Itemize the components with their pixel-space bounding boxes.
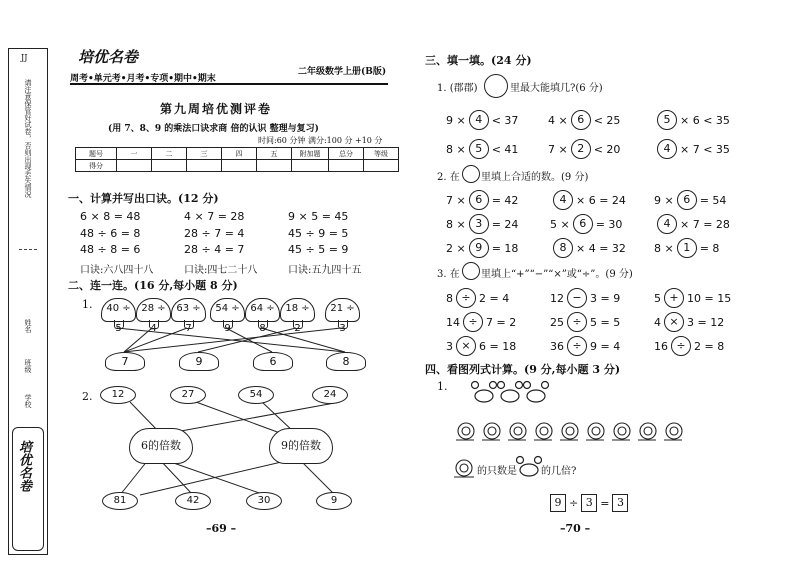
equation-text: < 37 <box>491 113 519 127</box>
equation-item <box>654 312 724 332</box>
question-number: 1. <box>437 380 448 393</box>
calc-item: 45 ÷ 9 = 5 <box>288 227 349 240</box>
pot-multiple-of-6: 6的倍数 <box>129 428 193 464</box>
exam-meta: 时间:60 分钟 满分:100 分 +10 分 <box>258 136 383 145</box>
turtle-card: 6 <box>253 352 293 371</box>
equation-text: 36 <box>550 339 564 353</box>
answer-circle[interactable]: 8 <box>553 238 573 258</box>
equation-text: × 6 < 35 <box>680 113 730 127</box>
equation-text: 5 = 5 <box>590 315 621 329</box>
page-number-left: –69 – <box>206 522 237 535</box>
page-subtitle: (用 7、8、9 的乘法口诀求商 倍的认识 整理与复习) <box>108 124 319 134</box>
rhyme-answer: 口诀:六八四十八 <box>80 265 154 276</box>
equation-text: = 24 <box>491 217 519 231</box>
equation-text: × 7 = 28 <box>680 217 730 231</box>
sidebar-class-label: 班级 <box>24 359 32 373</box>
fish-card: 24 <box>312 386 348 404</box>
equation-text: = 30 <box>595 217 623 231</box>
mushroom-card: 54 ÷ 9 <box>210 298 245 322</box>
answer-circle[interactable]: 2 <box>571 139 591 159</box>
equation-text: 14 <box>446 315 460 329</box>
calc-item: 4 × 7 = 28 <box>184 210 245 223</box>
fish-card: 27 <box>170 386 206 404</box>
score-header: 五 <box>257 148 292 160</box>
equation-text: 8 <box>446 291 453 305</box>
equation-text: 7 × <box>548 142 568 156</box>
page-title: 第九周培优测评卷 <box>160 102 273 116</box>
q3-label: 3. 在 <box>437 269 460 280</box>
operator-circle[interactable]: + <box>664 288 684 308</box>
answer-circle[interactable]: 6 <box>571 110 591 130</box>
equation-item <box>654 288 731 308</box>
equation-text: 5 × <box>550 217 570 231</box>
sidebar-note: 请注意保管好试卷，否则出现丢失情况 <box>24 79 32 198</box>
equation-item <box>446 110 518 130</box>
equation-item <box>654 238 719 258</box>
answer-operator: ÷ <box>569 496 579 510</box>
score-header: 四 <box>222 148 257 160</box>
section2-title: 二、连一连。(16 分,每小题 8 分) <box>68 279 238 292</box>
answer-circle[interactable]: 5 <box>657 110 677 130</box>
answer-circle[interactable]: 4 <box>469 110 489 130</box>
answer-circle[interactable]: 4 <box>657 139 677 159</box>
pot-multiple-of-9: 9的倍数 <box>269 428 333 464</box>
page-number-right: –70 – <box>560 522 591 535</box>
equation-item <box>446 312 516 332</box>
score-header: 一 <box>117 148 152 160</box>
equation-text: 3 = 9 <box>590 291 621 305</box>
score-header: 附加题 <box>292 148 329 160</box>
rhyme-answer: 口诀:五九四十五 <box>288 265 362 276</box>
equation-text: 8 × <box>446 142 466 156</box>
rhyme-answer: 口诀:四七二十八 <box>184 265 258 276</box>
sidebar-logo: 培优名卷 <box>16 440 31 492</box>
mushroom-card: 64 ÷ 8 <box>245 298 280 322</box>
turtle-card: 9 <box>179 352 219 371</box>
operator-circle[interactable]: ÷ <box>567 336 587 356</box>
equation-text: 2 = 4 <box>479 291 510 305</box>
operator-circle[interactable]: ÷ <box>456 288 476 308</box>
calc-item: 9 × 5 = 45 <box>288 210 349 223</box>
equation-text: 5 <box>654 291 661 305</box>
equation-text: 3 <box>446 339 453 353</box>
operator-circle[interactable]: ÷ <box>567 312 587 332</box>
crab-icon <box>516 455 542 479</box>
sidebar-school-label: 学校 <box>24 394 32 408</box>
fish-card: 54 <box>238 386 274 404</box>
score-header: 总分 <box>329 148 364 160</box>
turtle-card: 8 <box>326 352 366 371</box>
equation-item <box>654 336 724 356</box>
equation-item <box>446 336 516 356</box>
calc-item: 45 ÷ 5 = 9 <box>288 243 349 256</box>
answer-circle[interactable]: 6 <box>677 190 697 210</box>
equation-text: = 42 <box>491 193 519 207</box>
equation-text: < 20 <box>593 142 621 156</box>
equation-text: 7 × <box>446 193 466 207</box>
equation-text: = 18 <box>491 241 519 255</box>
calc-item: 28 ÷ 4 = 7 <box>184 243 245 256</box>
equation-item <box>550 312 620 332</box>
equation-item <box>446 139 518 159</box>
calc-item: 48 ÷ 6 = 8 <box>80 227 141 240</box>
snail-icon <box>452 456 476 480</box>
equation-text: 16 <box>654 339 668 353</box>
mushroom-card: 63 ÷ 7 <box>171 298 206 322</box>
equation-text: 7 = 2 <box>486 315 517 329</box>
answer-circle[interactable]: 3 <box>469 214 489 234</box>
grade-label: 二年级数学上册(B版) <box>298 67 387 77</box>
equation-text: 9 = 4 <box>590 339 621 353</box>
mushroom-card: 18 ÷ 2 <box>280 298 315 322</box>
equation-text: < 25 <box>593 113 621 127</box>
equation-item <box>550 288 620 308</box>
brand-logo: 培优名卷 <box>78 48 139 66</box>
equation-text: × 7 < 35 <box>680 142 730 156</box>
sidebar-name-label: 姓名 <box>24 319 32 333</box>
question-text-b: 的几倍? <box>541 466 577 477</box>
equation-text: 3 = 12 <box>687 315 725 329</box>
answer-operator: = <box>600 496 610 510</box>
equation-text: 25 <box>550 315 564 329</box>
equation-item <box>550 214 622 234</box>
answer-circle[interactable]: 4 <box>553 190 573 210</box>
calc-item: 6 × 8 = 48 <box>80 210 141 223</box>
equation-text: 8 × <box>654 241 674 255</box>
mushroom-card: 40 ÷ 5 <box>101 298 136 322</box>
fish-card: 81 <box>102 492 138 510</box>
snail-row-icon <box>452 418 692 444</box>
sidebar-code: JJ <box>21 53 28 62</box>
answer-box[interactable]: 9 <box>550 494 566 512</box>
equation-text: = 8 <box>699 241 720 255</box>
section3-title: 三、填一填。(24 分) <box>425 54 532 67</box>
answer-circle[interactable]: 6 <box>573 214 593 234</box>
answer-box[interactable]: 3 <box>581 494 597 512</box>
equation-item <box>654 190 726 210</box>
section1-title: 一、计算并写出口诀。(12 分) <box>68 192 219 205</box>
fish-card: 42 <box>175 492 211 510</box>
operator-circle[interactable]: ÷ <box>463 312 483 332</box>
equation-text: 2 = 8 <box>694 339 725 353</box>
operator-circle[interactable]: × <box>456 336 476 356</box>
exam-series: 周考•单元考•月考•专项•期中•期末 <box>70 74 216 84</box>
answer-circle[interactable]: 9 <box>469 238 489 258</box>
mushroom-card: 28 ÷ 4 <box>136 298 171 322</box>
equation-item <box>550 336 620 356</box>
crab-group-icon <box>470 376 550 410</box>
operator-circle[interactable]: ÷ <box>671 336 691 356</box>
fish-card: 12 <box>100 386 136 404</box>
calc-item: 28 ÷ 7 = 4 <box>184 227 245 240</box>
equation-text: 2 × <box>446 241 466 255</box>
question-number: 1. <box>82 298 93 311</box>
mushroom-card: 21 ÷ 3 <box>325 298 360 322</box>
score-row-label: 得分 <box>76 160 117 172</box>
equation-text: 12 <box>550 291 564 305</box>
equation-text: 8 × <box>446 217 466 231</box>
equation-text: × 6 = 24 <box>576 193 626 207</box>
equation-item <box>446 214 518 234</box>
equation-item <box>446 190 518 210</box>
equation-text: 9 × <box>654 193 674 207</box>
equation-text: 6 = 18 <box>479 339 517 353</box>
equation-item <box>654 110 730 130</box>
equation-item <box>446 288 509 308</box>
score-header: 二 <box>152 148 187 160</box>
answer-expression <box>550 494 628 512</box>
operator-circle[interactable]: × <box>664 312 684 332</box>
q3-text: 里填上“+”“−”“×”或“÷”。(9 分) <box>481 269 633 280</box>
question-text-a: 的只数是 <box>477 466 517 477</box>
answer-circle[interactable]: 5 <box>469 139 489 159</box>
equation-item <box>446 238 518 258</box>
equation-item <box>548 139 620 159</box>
equation-text: < 41 <box>491 142 519 156</box>
answer-circle[interactable]: 1 <box>677 238 697 258</box>
equation-text: 4 <box>654 315 661 329</box>
q2-label: 2. 在 <box>437 172 460 183</box>
circle-blank-icon <box>462 262 480 280</box>
circle-blank-icon <box>462 165 480 183</box>
equation-item <box>548 110 620 130</box>
equation-item <box>550 190 626 210</box>
q2-text: 里填上合适的数。(9 分) <box>481 172 589 183</box>
equation-text: 9 × <box>446 113 466 127</box>
fish-card: 9 <box>316 492 352 510</box>
q1-text: 里最大能填几?(6 分) <box>510 83 603 94</box>
answer-circle[interactable]: 4 <box>657 214 677 234</box>
equation-item <box>654 214 730 234</box>
q1-label: 1. (郡郡) <box>437 83 478 94</box>
calc-item: 48 ÷ 8 = 6 <box>80 243 141 256</box>
section4-title: 四、看图列式计算。(9 分,每小题 3 分) <box>425 363 621 376</box>
score-header: 等级 <box>364 148 399 160</box>
equation-text: = 54 <box>699 193 727 207</box>
equation-text: 10 = 15 <box>687 291 732 305</box>
answer-circle[interactable]: 6 <box>469 190 489 210</box>
flower-circle-icon <box>484 74 508 98</box>
equation-text: × 4 = 32 <box>576 241 626 255</box>
operator-circle[interactable]: − <box>567 288 587 308</box>
equation-text: 4 × <box>548 113 568 127</box>
answer-box[interactable]: 3 <box>612 494 628 512</box>
fish-card: 30 <box>246 492 282 510</box>
equation-item <box>654 139 730 159</box>
turtle-card: 7 <box>105 352 145 371</box>
question-number: 2. <box>82 390 93 403</box>
score-header: 三 <box>187 148 222 160</box>
equation-item <box>550 238 626 258</box>
score-header: 题号 <box>76 148 117 160</box>
